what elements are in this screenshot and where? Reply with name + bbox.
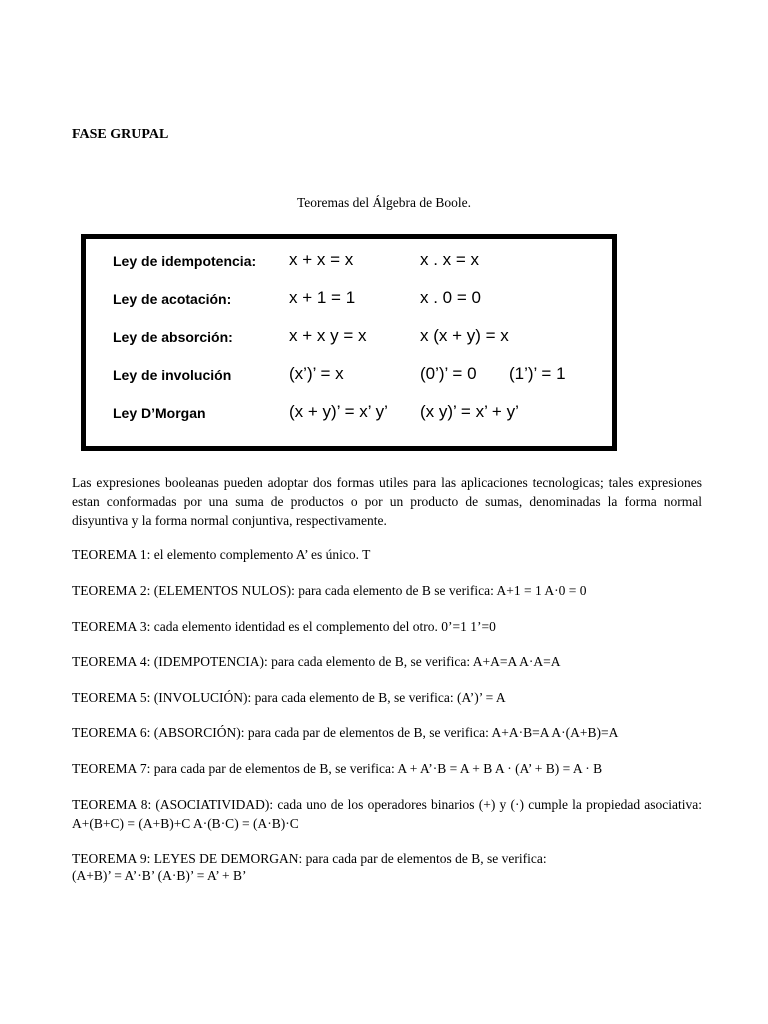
law-row-absorcion	[86, 323, 612, 353]
law-formula: x + 1 = 1	[289, 288, 356, 307]
section-heading: FASE GRUPAL	[72, 127, 169, 142]
law-formula: x . x = x	[420, 250, 480, 269]
theorem-2: TEOREMA 2: (ELEMENTOS NULOS): para cada elemento de B se verifica: A+1 = 1 A·0 = 0	[72, 583, 587, 598]
law-name: Ley de idempotencia:	[113, 253, 257, 269]
theorem-8: TEOREMA 8: (ASOCIATIVIDAD): cada uno de los operadores binarios (+) y (·) cumple la propiedad asociativa: A+(B+C) = (A+B)+C A·(B·C) = (A·B)·C	[72, 797, 702, 831]
law-row-involucion	[86, 361, 612, 391]
law-row-acotacion	[86, 285, 612, 315]
boolean-laws-table	[81, 234, 617, 451]
theorem-1: TEOREMA 1: el elemento complemento A’ es único. T	[72, 547, 371, 562]
theorem-9: TEOREMA 9: LEYES DE DEMORGAN: para cada par de elementos de B, se verifica:	[72, 851, 547, 866]
law-formula: (x + y)’ = x’ y’	[289, 402, 388, 421]
theorem-5: TEOREMA 5: (INVOLUCIÓN): para cada elemento de B, se verifica: (A’)’ = A	[72, 690, 506, 705]
law-formula: (x y)’ = x’ + y’	[420, 402, 519, 421]
law-formula: x . 0 = 0	[420, 288, 481, 307]
law-name: Ley de acotación:	[113, 291, 232, 307]
law-name: Ley D’Morgan	[113, 405, 206, 421]
theorem-9-formula: (A+B)’ = A’·B’ (A·B)’ = A’ + B’	[72, 868, 247, 883]
law-formula: (x’)’ = x	[289, 364, 344, 383]
law-formula: (0’)’ = 0	[420, 364, 477, 383]
law-name: Ley de involución	[113, 367, 232, 383]
figure-caption: Teoremas del Álgebra de Boole.	[296, 195, 472, 210]
theorem-7: TEOREMA 7: para cada par de elementos de B, se verifica: A + A’·B = A + B A · (A’ + B) = A · B	[72, 761, 603, 776]
law-formula: x + x y = x	[289, 326, 367, 345]
theorem-3: TEOREMA 3: cada elemento identidad es el complemento del otro. 0’=1 1’=0	[72, 619, 496, 634]
law-formula: (1’)’ = 1	[509, 364, 566, 383]
theorem-4: TEOREMA 4: (IDEMPOTENCIA): para cada elemento de B, se verifica: A+A=A A·A=A	[72, 654, 561, 669]
law-row-dmorgan	[86, 399, 612, 429]
law-name: Ley de absorción:	[113, 329, 233, 345]
intro-paragraph: Las expresiones booleanas pueden adoptar dos formas utiles para las aplicaciones tecnologicas; tales expresiones estan conformadas por una suma de productos o por un producto de sumas, denominadas la forma normal disyuntiva y la forma normal conjuntiva, respectivamente.	[72, 475, 702, 528]
law-formula: x + x = x	[289, 250, 354, 269]
theorem-6: TEOREMA 6: (ABSORCIÓN): para cada par de elementos de B, se verifica: A+A·B=A A·(A+B)=A	[72, 725, 619, 740]
law-row-idempotencia	[86, 247, 612, 277]
law-formula: x (x + y) = x	[420, 326, 509, 345]
